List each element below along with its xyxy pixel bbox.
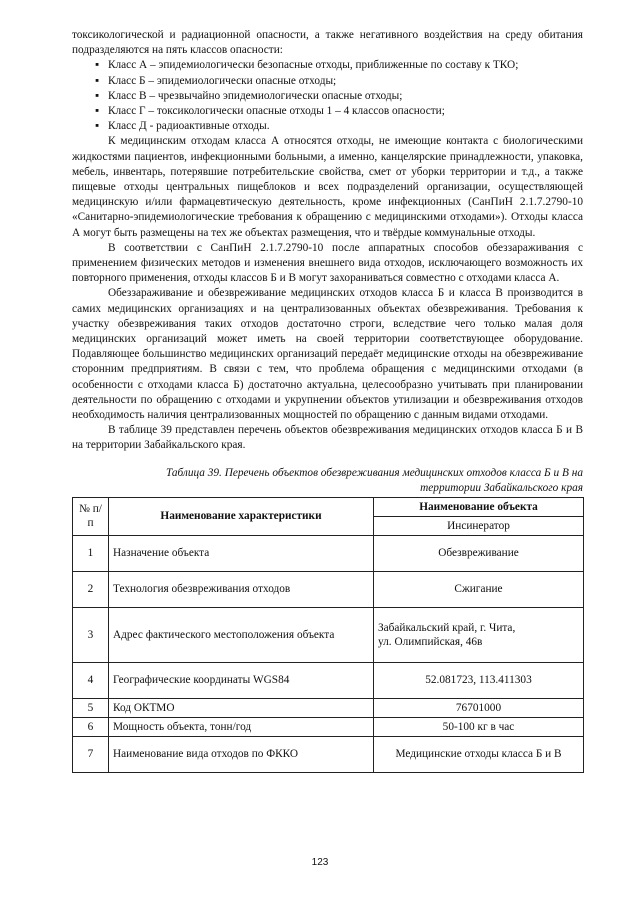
bullet-icon: ▪ [94,105,99,118]
bullet-icon: ▪ [94,59,99,72]
paragraph-treatment: Обеззараживание и обезвреживание медицинских отходов класса Б и класса В производится в самих медицинских организациях и на централизованных объектах обезвреживания. Требования к участку обезвреживания таких отходов достаточно строги, вследствие чего только малая доля медицинских организаций может иметь на своей территории соответствующее оборудование. Подавляющее большинство медицинских организаций передаёт медицинские отходы на обезвреживание сторонним предприятиям. В связи с тем, что проблема обращения с медицинскими отходами (в особенности с отходами класса Б) достаточно актуальна, целесообразно учитывать при планировании деятельности по обращению с отходами и укрупнении объектов утилизации и обезвреживания отходов необходимость наличия централизованных мощностей по обращению с данным видами отходами. [72,287,583,422]
list-item: ▪ Класс Д - радиоактивные отходы. [92,119,583,134]
paragraph-class-a: К медицинским отходам класса А относятся отходы, не имеющие контакта с биологическими жидкостями пациентов, инфекционными больными, а именно, канцелярские принадлежности, упаковка, мебель, инвентарь, потерявшие потребительские свойства, смет от уборки территории и т.д., а также пищевые отходы центральных пищеблоков и всех подразделений организации, осуществляющей медицинскую и/или фармацевтическую деятельность, кроме инфекционных (СанПиН 2.1.7.2790-10 «Санитарно-эпидемиологические требования к обращению с медицинскими отходами»). Отходы класса А могут быть размещены на тех же объектах размещения, что и твёрдые коммунальные отходы. [72,135,583,239]
hazard-classes-list [72,58,583,134]
table-caption: Таблица 39. Перечень объектов обезвреживания медицинских отходов класса Б и В на территории Забайкальского края [166,466,583,494]
table-row: 1 Назначение объекта Обезвреживание [73,535,584,571]
list-item: ▪ Класс А – эпидемиологически безопасные отходы, приближенные по составу к ТКО; [92,58,583,73]
col-subheader-incinerator: Инсинератор [374,516,584,535]
table-row: 3 Адрес фактического местоположения объекта Забайкальский край, г. Чита, ул. Олимпийская, 46в [73,607,584,662]
table-row: 2 Технология обезвреживания отходов Сжигание [73,571,584,607]
bullet-icon: ▪ [94,89,99,102]
table-row: 4 Географические координаты WGS84 52.081723, 113.411303 [73,662,584,698]
col-header-characteristic: Наименование характеристики [109,497,374,535]
bullet-icon: ▪ [94,74,99,87]
document-page [72,28,583,773]
paragraph-table-ref: В таблице 39 представлен перечень объектов обезвреживания медицинских отходов класса Б и В на территории Забайкальского края. [72,424,583,452]
bullet-icon: ▪ [94,120,99,133]
page-number: 123 [311,857,329,868]
intro-paragraph: токсикологической и радиационной опасности, а также негативного воздействия на среду обитания подразделяются на пять классов опасности: [72,29,583,57]
facilities-table [72,497,584,773]
table-row: 7 Наименование вида отходов по ФККО Медицинские отходы класса Б и В [73,736,584,772]
list-item: ▪ Класс Г – токсикологически опасные отходы 1 – 4 классов опасности; [92,104,583,119]
list-item: ▪ Класс Б – эпидемиологически опасные отходы; [92,74,583,89]
table-row: 6 Мощность объекта, тонн/год 50-100 кг в час [73,717,584,736]
col-header-object: Наименование объекта [374,497,584,516]
paragraph-sanpin: В соответствии с СанПиН 2.1.7.2790-10 после аппаратных способов обеззараживания с применением физических методов и изменения внешнего вида отходов, исключающего возможность их повторного применения, отходы классов Б и В могут захораниваться совместно с отходами класса А. [72,241,583,285]
col-header-number: № п/п [73,497,109,535]
list-item: ▪ Класс В – чрезвычайно эпидемиологически опасные отходы; [92,89,583,104]
table-row: 5 Код ОКТМО 76701000 [73,698,584,717]
